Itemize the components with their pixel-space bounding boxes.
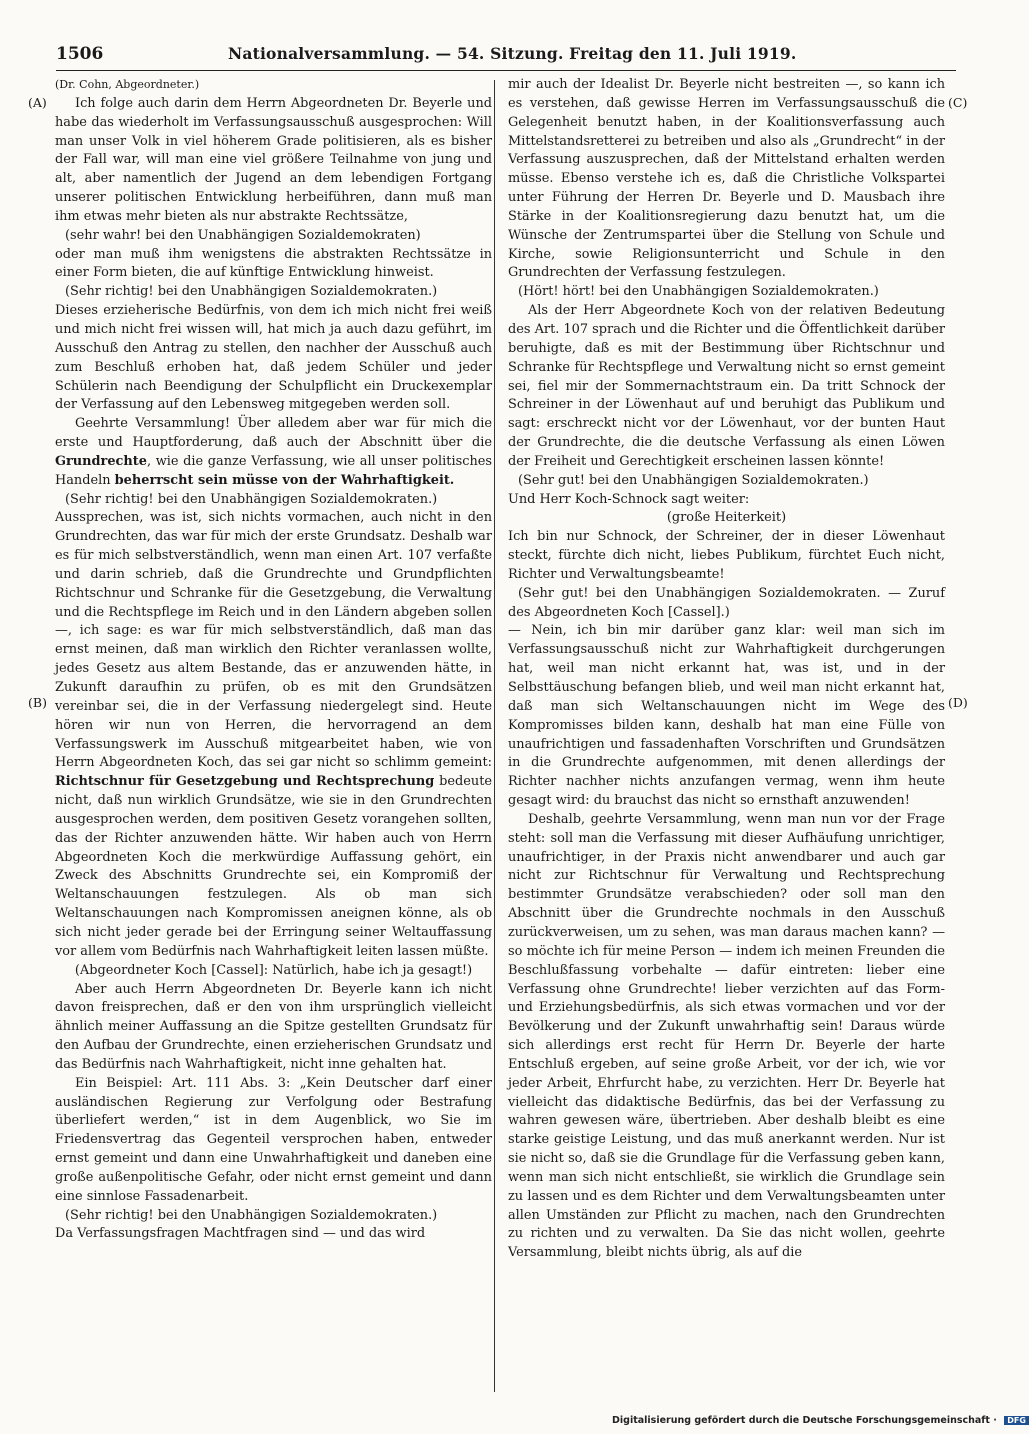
margin-marker-b: (B): [28, 695, 47, 710]
interjection: (Sehr gut! bei den Unabhängigen Sozialdemokraten. — Zuruf des Abgeordneten Koch [Cassel].): [508, 585, 945, 620]
paragraph: Dieses erzieherische Bedürfnis, von dem ich mich nicht frei weiß und mich nicht frei wissen will, hat mich ja auch dazu geführt, im Ausschuß den Antrag zu stellen, den nachher der Ausschuß auch zum Beschluß erhoben hat, daß jedem Schüler und jeder Schülerin nach Beendigung der Schulpflicht ein Druckexemplar der Verfassung auf den Lebensweg mitgegeben werden soll.: [55, 303, 492, 413]
paragraph: Deshalb, geehrte Versammlung, wenn man nun vor der Frage steht: soll man die Verfassung mit dieser Aufhäufung unrichtiger, unaufrichtiger, in der Praxis nicht anwendbarer und auch gar nicht zur Richtschnur für Verwaltung und Rechtsprechung bestimmter Grundsätze verabschieden? oder soll man den Abschnitt über die Grundrechte nochmals in den Ausschuß zurückverweisen, um zu sehen, was man daraus machen kann? — so möchte ich für meine Person — indem ich meinen Freunden die Beschlußfassung vorbehalte — dafür eintreten: lieber eine Verfassung ohne Grundrechte! lieber verzichten auf das Form- und Erziehungsbedürfnis, als sich etwas vormachen und vor der Bevölkerung und der Zukunft unwahrhaftig sein! Daraus würde sich allerdings erst recht für Herrn Dr. Beyerle der harte Entschluß ergeben, auf seine große Arbeit, vor der ich, wie vor jeder Arbeit, Ehrfurcht habe, zu verzichten. Herr Dr. Beyerle hat vielleicht das didaktische Bedürfnis, das bei der Verfassung zu wahren gewesen wäre, übertrieben. Aber deshalb bleibt es eine starke geistige Leistung, und das muß anerkannt werden. Nur ist sie nicht so, daß sie die Grundlage für die Verfassung geben kann, wenn man sich nicht entschließt, sie wirklich die Grundlage sein zu lassen und es dem Richter und dem Verwaltungsbeamten unter allen Umständen zur Pflicht zu machen, nach den Grundrechten zu richten und zu verwalten. Da Sie das nicht wollen, geehrte Versammlung, bleibt nichts übrig, als auf die: [508, 811, 945, 1261]
page-header: [56, 44, 956, 71]
left-column: [55, 76, 492, 1244]
interjection: (sehr wahr! bei den Unabhängigen Sozialdemokraten): [65, 227, 421, 243]
footer-text: Digitalisierung gefördert durch die Deutsche Forschungsgemeinschaft ·: [612, 1415, 997, 1426]
paragraph: Aber auch Herrn Abgeordneten Dr. Beyerle kann ich nicht davon freisprechen, daß er den von ihm ursprünglich vielleicht ähnlich meiner Auffassung an die Spitze gestellten Grundsatz für den Aufbau der Grundrechte, einen erzieherischen Grundsatz und das Bedürfnis nach Wahrhaftigkeit, nicht inne gehalten hat.: [55, 981, 492, 1072]
margin-marker-a: (A): [28, 95, 47, 110]
paragraph: Und Herr Koch-Schnock sagt weiter:: [508, 491, 750, 507]
margin-marker-c: (C): [948, 95, 968, 110]
interjection: (Abgeordneter Koch [Cassel]: Natürlich, habe ich ja gesagt!): [74, 962, 473, 978]
running-title: Nationalversammlung. — 54. Sitzung. Freitag den 11. Juli 1919.: [228, 44, 797, 63]
interjection: (Sehr richtig! bei den Unabhängigen Sozialdemokraten.): [65, 491, 438, 507]
interjection: (Hört! hört! bei den Unabhängigen Sozialdemokraten.): [518, 284, 879, 300]
margin-marker-d: (D): [948, 695, 968, 710]
footer-credit: [612, 1415, 1029, 1426]
emphasis: Grundrechte: [55, 453, 147, 469]
emphasis: beherrscht sein müsse von der Wahrhaftigkeit.: [114, 472, 455, 488]
speaker-label: (Dr. Cohn, Abgeordneter.): [55, 78, 200, 91]
paragraph: Als der Herr Abgeordnete Koch von der relativen Bedeutung des Art. 107 sprach und die Richter und die Öffentlichkeit darüber beruhigte, daß es mit der Bestimmung über Richtschnur und Schranke für Rechtspflege und Verwaltung nicht so ernst gemeint sei, fiel mir der Sommernachtstraum ein. Da tritt Schnock der Schreiner in der Löwenhaut auf und beruhigt das Publikum und sagt: erschreckt nicht vor der Löwenhaut, vor der bunten Haut der Grundrechte, die die deutsche Verfassung als einen Löwen der Freiheit und Gerechtigkeit erscheinen lassen könnte!: [508, 303, 945, 469]
interjection: (Sehr richtig! bei den Unabhängigen Sozialdemokraten.): [65, 284, 438, 300]
paragraph: Aussprechen, was ist, sich nichts vormachen, auch nicht in den Grundrechten, das war für mich der erste Grundsatz. Deshalb war es für mich selbstverständlich, wenn man einen Art. 107 verfaßte und darin schrieb, daß die Grundrechte und Grundpflichten Richtschnur und Schranke für die Gesetzgebung, die Verwaltung und die Rechtspflege im Reich und in den Ländern abgeben sollen —, ich sage: es war für mich selbstverständlich, daß man das ernst meinen, daß man wirklich den Richter veranlassen wollte, jedes Gesetz aus altem Bestande, das er anzuwenden hätte, in Zukunft daraufhin zu prüfen, ob es mit den Grundsätzen vereinbar sei, die in der Verfassung niedergelegt sind. Heute hören wir nun von Herren, die hervorragend an dem Verfassungswerk im Ausschuß mitgearbeitet haben, wie von Herrn Abgeordneten Koch, das sei gar nicht so schlimm gemeint: Richtschnur für Gesetzgebung und Rechtsprechung bedeute nicht, daß nun wirklich Grundsätze, wie sie in den Grundrechten ausgesprochen werden, dem positiven Gesetz vorangehen sollten, das der Richter anzuwenden hätte. Wir haben auch von Herrn Abgeordneten Koch die merkwürdige Auffassung gehört, ein Zweck des Abschnitts Grundrechte sei, ein Kompromiß der Weltanschauungen festzulegen. Als ob man sich Weltanschauungen nach Kompromissen aneignen könne, als ob sich nicht jeder gerade bei der Erringung seiner Weltauffassung vor allem vom Bedürfnis nach Wahrhaftigkeit leiten lassen müßte.: [55, 510, 492, 959]
paragraph: Ich folge auch darin dem Herrn Abgeordneten Dr. Beyerle und habe das wiederholt im Verfassungsausschuß ausgesprochen: Will man unser Volk in viel höherem Grade politisieren, als es bisher der Fall war, will man eine viel größere Teilnahme von jung und alt, aber namentlich der Jugend an dem lebendigen Fortgang unserer politischen Entwicklung herbeiführen, dann muß man ihm etwas mehr bieten als nur abstrakte Rechtssätze,: [55, 95, 492, 224]
paragraph: Geehrte Versammlung! Über alledem aber war für mich die erste und Hauptforderung, daß auch der Abschnitt über die Grundrechte, wie die ganze Verfassung, wie all unser politisches Handeln beherrscht sein müsse von der Wahrhaftigkeit.: [55, 416, 492, 488]
emphasis: Richtschnur für Gesetzgebung und Rechtsprechung: [55, 774, 435, 790]
dfg-logo: DFG: [1004, 1416, 1029, 1425]
right-column: [508, 76, 945, 1263]
paragraph: mir auch der Idealist Dr. Beyerle nicht bestreiten —, so kann ich es verstehen, daß gewisse Herren im Verfassungsausschuß die Gelegenheit benutzt haben, in der Koalitionsverfassung auch Mittelstandsretterei zu betreiben und also als „Grundrecht“ in der Verfassung auszusprechen, daß der Mittelstand erhalten werden müsse. Ebenso verstehe ich es, daß die Christliche Volkspartei unter Führung der Herren Dr. Beyerle und D. Mausbach ihre Stärke in der Koalitionsregierung dazu benutzt hat, um die Wünsche der Zentrumspartei über die Stellung von Schule und Kirche, sowie Religionsunterricht und Schule in den Grundrechten der Verfassung festzulegen.: [508, 77, 945, 281]
paragraph: Ich bin nur Schnock, der Schreiner, der in dieser Löwenhaut steckt, fürchte dich nicht, liebes Publikum, fürchtet Euch nicht, Richter und Verwaltungsbeamte!: [508, 529, 945, 582]
interjection: (Sehr richtig! bei den Unabhängigen Sozialdemokraten.): [65, 1207, 438, 1223]
interjection: (Sehr gut! bei den Unabhängigen Sozialdemokraten.): [518, 472, 869, 488]
paragraph: Ein Beispiel: Art. 111 Abs. 3: „Kein Deutscher darf einer ausländischen Regierung zur Verfolgung oder Bestrafung überliefert werden,“ ist in dem Augenblick, wo Sie im Friedensvertrag das Gegenteil versprochen haben, entweder ernst gemeint und dann eine Unwahrhaftigkeit und daneben eine große außenpolitische Gefahr, oder nicht ernst gemeint und dann eine sinnlose Fassadenarbeit.: [55, 1075, 492, 1204]
page-number: 1506: [56, 44, 104, 64]
interjection: (große Heiterkeit): [666, 510, 787, 526]
paragraph: oder man muß ihm wenigstens die abstrakten Rechtssätze in einer Form bieten, die auf künftige Entwicklung hinweist.: [55, 246, 492, 281]
paragraph: Da Verfassungsfragen Machtfragen sind — und das wird: [55, 1226, 426, 1242]
column-rule: [494, 80, 495, 1392]
paragraph: — Nein, ich bin mir darüber ganz klar: weil man sich im Verfassungsausschuß nicht zur Wahrhaftigkeit durchgerungen hat, weil man nicht erkannt hat, was ist, und in der Selbsttäuschung befangen blieb, und weil man nicht erkannt hat, daß man sich Weltanschauungen nicht im Wege des Kompromisses bilden kann, deshalb hat man eine Fülle von unaufrichtigen und fassadenhaften Vorschriften und Grundsätzen in die Grundrechte aufgenommen, mit denen allerdings der Richter nachher nichts anzufangen vermag, wenn ihm heute gesagt wird: du brauchst das nicht so ernsthaft anzuwenden!: [508, 623, 945, 809]
